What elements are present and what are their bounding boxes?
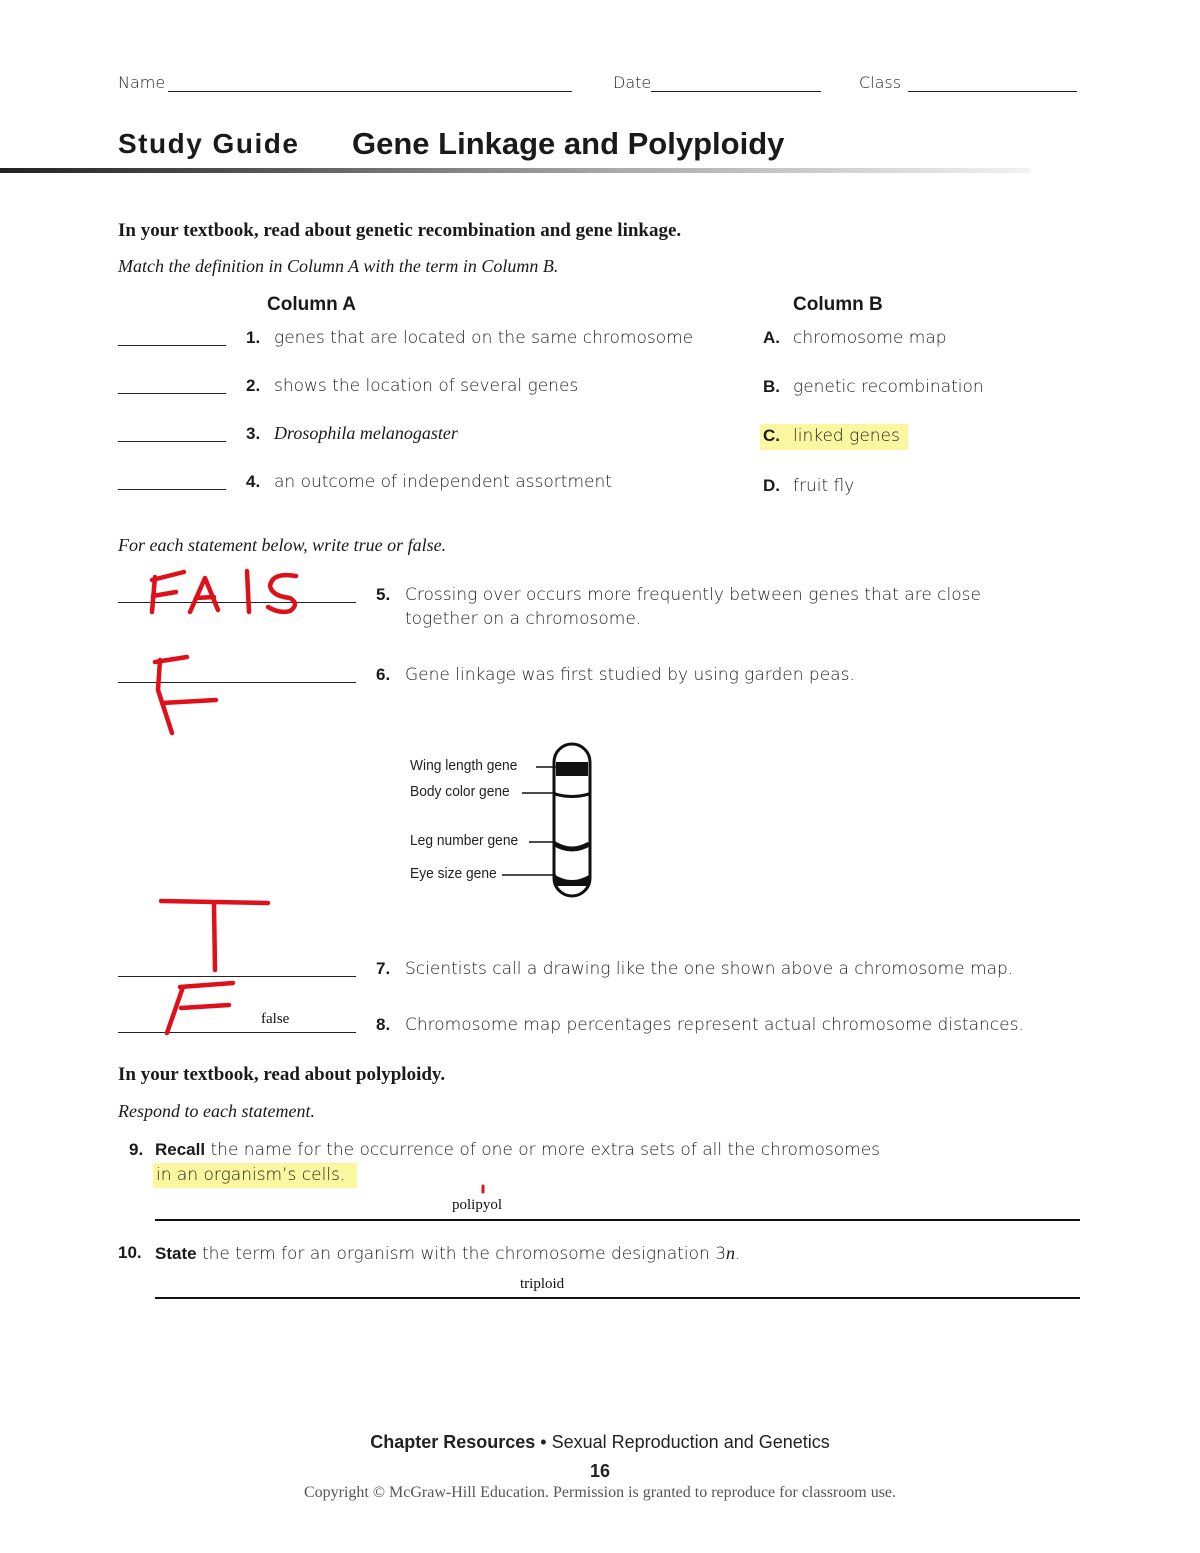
q10-answer-line[interactable] [155, 1297, 1080, 1299]
label-body-color-gene: Body color gene [410, 783, 510, 800]
q10-number: 10. [118, 1243, 142, 1262]
q10-text-end: . [735, 1244, 741, 1264]
q9-text-line2: in an organism’s cells. [156, 1165, 346, 1185]
tf-blank-5[interactable] [118, 602, 356, 603]
q10-verb: State [155, 1244, 197, 1263]
match-number-3: 3. [246, 424, 261, 443]
date-field[interactable] [651, 91, 821, 92]
section3-subinstruction: Respond to each statement. [118, 1101, 315, 1121]
handwritten-fals [152, 571, 296, 612]
q10-answer: triploid [520, 1276, 565, 1292]
column-a-item-3: Drosophila melanogaster [274, 423, 458, 443]
column-b-header: Column B [793, 294, 883, 315]
wing-length-band [556, 762, 588, 776]
section1-instruction: In your textbook, read about genetic recombination and gene linkage. [118, 220, 682, 241]
column-a-header: Column A [267, 294, 357, 315]
tf-statement-5: Crossing over occurs more frequently between genes that are close [405, 585, 981, 605]
page-title: Gene Linkage and Polyploidy [352, 126, 785, 161]
section2-instruction: For each statement below, write true or false. [118, 535, 447, 555]
tf-number-8: 8. [376, 1015, 391, 1034]
label-wing-length-gene: Wing length gene [410, 757, 518, 774]
column-b-item-a: chromosome map [793, 328, 947, 348]
handwritten-f-8 [167, 983, 233, 1033]
tf-number-7: 7. [376, 959, 391, 978]
column-b-letter-a: A. [763, 328, 780, 347]
tf-statement-5-line2: together on a chromosome. [405, 609, 642, 629]
handwritten-t-7 [161, 901, 268, 970]
column-b-item-b: genetic recombination [793, 377, 984, 397]
column-b-item-c: linked genes [793, 426, 900, 446]
title-study-guide: Study Guide [118, 128, 300, 159]
tf-number-5: 5. [376, 585, 391, 604]
page-number: 16 [589, 1461, 611, 1481]
copyright-notice: Copyright © McGraw-Hill Education. Permission is granted to reproduce for classroom use. [303, 1484, 897, 1501]
match-blank-3[interactable] [118, 441, 226, 442]
section3-instruction: In your textbook, read about polyploidy. [118, 1064, 446, 1085]
column-a-item-1: genes that are located on the same chromosome [274, 328, 694, 348]
label-eye-size-gene: Eye size gene [410, 865, 497, 882]
column-b-item-d: fruit fly [793, 476, 855, 496]
match-blank-4[interactable] [118, 489, 226, 490]
tf-blank-6[interactable] [118, 682, 356, 683]
name-label: Name [118, 73, 166, 92]
q10-italic-n: n [726, 1243, 736, 1263]
q9-answer: polipyol [452, 1197, 503, 1213]
footer-resources-bold: Chapter Resources [370, 1432, 536, 1452]
section1-subinstruction: Match the definition in Column A with the term in Column B. [118, 256, 559, 276]
tf-statement-7: Scientists call a drawing like the one shown above a chromosome map. [405, 959, 1014, 979]
match-number-1: 1. [246, 328, 261, 347]
q9-verb: Recall [155, 1140, 206, 1159]
q9-number: 9. [129, 1140, 144, 1159]
tf-number-6: 6. [376, 665, 391, 684]
match-number-4: 4. [246, 472, 261, 491]
class-label: Class [859, 73, 902, 92]
name-field[interactable] [168, 91, 572, 92]
class-field[interactable] [908, 91, 1077, 92]
footer-resources-rest: • Sexual Reproduction and Genetics [535, 1432, 830, 1452]
tf-blank-7[interactable] [118, 976, 356, 977]
column-b-letter-c: C. [763, 426, 780, 445]
tf-statement-6: Gene linkage was first studied by using garden peas. [405, 665, 855, 685]
footer-chapter-resources [0, 1432, 1200, 1453]
tf-typed-answer-8: false [261, 1011, 290, 1027]
date-label: Date [613, 73, 652, 92]
handwritten-f-6 [155, 657, 216, 733]
match-blank-1[interactable] [118, 345, 226, 346]
column-b-letter-d: D. [763, 476, 780, 495]
column-b-letter-b: B. [763, 377, 780, 396]
tf-statement-8: Chromosome map percentages represent actual chromosome distances. [405, 1015, 1024, 1035]
match-blank-2[interactable] [118, 393, 226, 394]
q9-text: the name for the occurrence of one or more extra sets of all the chromosomes [205, 1140, 881, 1160]
column-a-item-4: an outcome of independent assortment [274, 472, 612, 492]
match-number-2: 2. [246, 376, 261, 395]
q10-text: the term for an organism with the chromosome designation 3 [196, 1244, 727, 1264]
q9-answer-line[interactable] [155, 1219, 1080, 1221]
column-a-item-2: shows the location of several genes [274, 376, 579, 396]
tf-blank-8[interactable] [118, 1032, 356, 1033]
title-rule [0, 168, 1030, 173]
label-leg-number-gene: Leg number gene [410, 832, 519, 849]
